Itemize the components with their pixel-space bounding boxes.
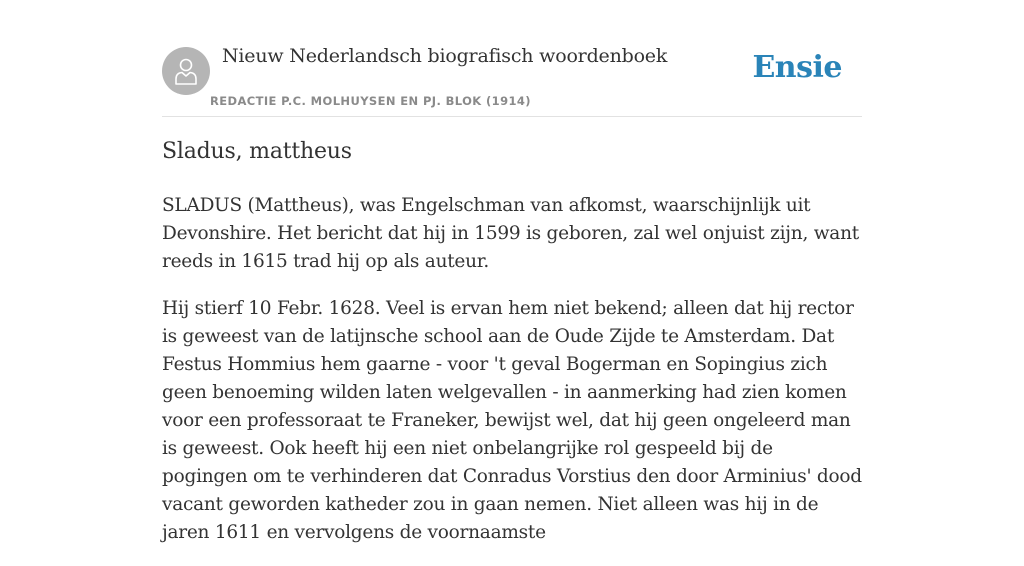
article-paragraph: SLADUS (Mattheus), was Engelschman van afkomst, waarschijnlijk uit Devonshire. Het bericht dat hij in 1599 is geboren, zal wel onjuist zijn, want reeds in 1615 trad hij op als auteur. — [162, 195, 859, 272]
avatar[interactable] — [162, 47, 210, 95]
source-title[interactable]: Nieuw Nederlandsch biografisch woordenboek — [222, 45, 668, 67]
article-paragraph: Hij stierf 10 Febr. 1628. Veel is ervan hem niet bekend; alleen dat hij rector is geweest van de latijnsche school aan de Oude Zijde te Amsterdam. Dat Festus Hommius hem gaarne - voor 't geval Bogerman en Sopingius zich geen benoeming wilden laten welgevallen - in aanmerking had zien komen voor een professoraat te Franeker, bewijst wel, dat hij geen ongeleerd man is geweest. Ook heeft hij een niet onbelangrijke rol gespeeld bij de pogingen om te verhinderen dat Conradus Vorstius den door Arminius' dood vacant geworden katheder zou in gaan nemen. Niet alleen was hij in de jaren 1611 en vervolgens de voornaamste — [162, 298, 862, 543]
user-icon — [174, 57, 198, 85]
source-header — [162, 40, 862, 117]
article-body — [162, 192, 862, 566]
article-title: Sladus, mattheus — [162, 139, 352, 164]
brand-logo[interactable]: Ensie — [752, 50, 842, 85]
source-editors: REDACTIE P.C. MOLHUYSEN EN PJ. BLOK (1914) — [210, 94, 531, 108]
